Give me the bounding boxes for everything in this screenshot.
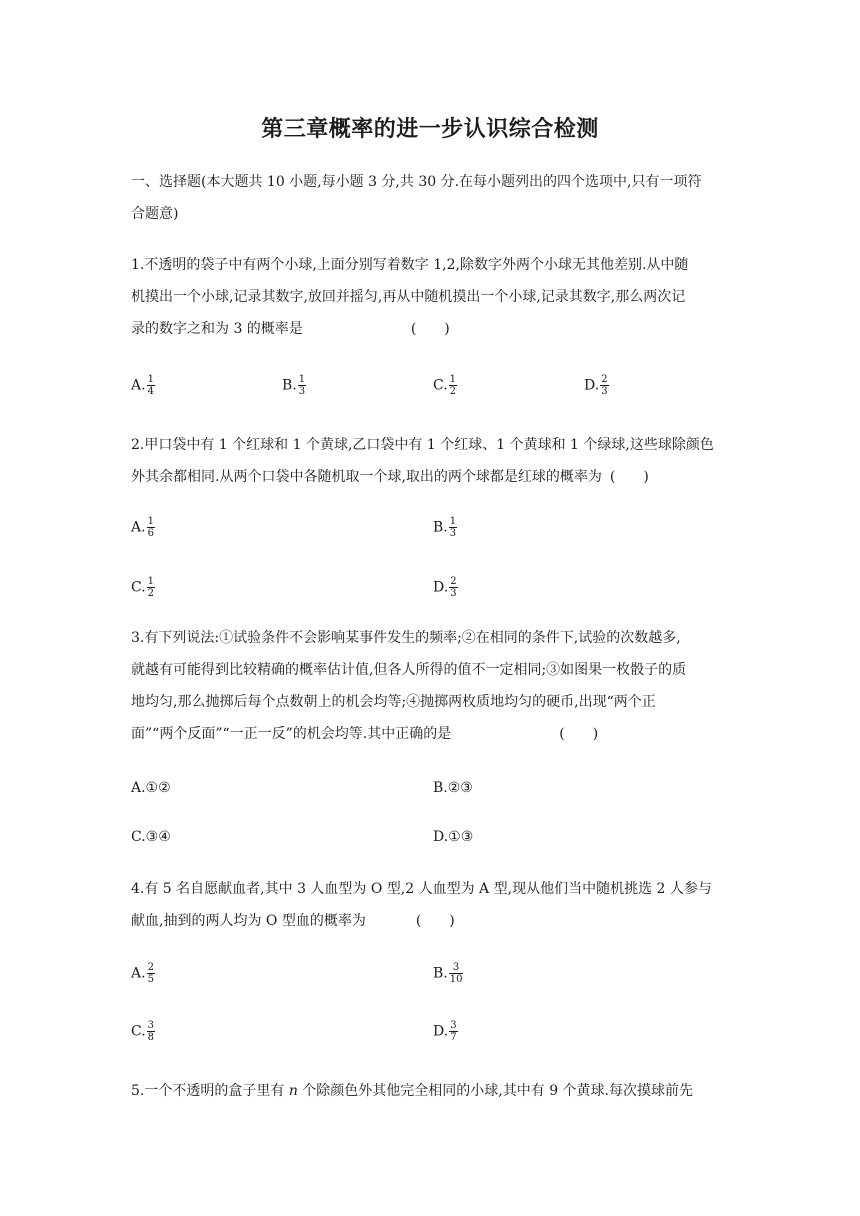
fraction-numerator: 1 — [298, 374, 306, 385]
option-letter: C. — [131, 579, 146, 596]
fraction-numerator: 2 — [601, 374, 608, 385]
option-letter: C. — [131, 1023, 146, 1040]
fraction — [600, 374, 608, 397]
fraction-numerator: 1 — [147, 516, 154, 527]
fraction-numerator: 3 — [450, 1020, 457, 1031]
question-1-line2: 机摸出一个小球,记录其数字,放回并摇匀,再从中随机摸出一个小球,记录其数字,那么两次记 — [131, 289, 686, 305]
fraction-denominator: 3 — [449, 528, 457, 539]
fraction-denominator: 10 — [449, 974, 463, 985]
fraction-denominator: 3 — [450, 588, 457, 599]
fraction-numerator: 1 — [449, 374, 457, 385]
option-letter: B. — [433, 519, 448, 536]
question-1-line1: 1.不透明的袋子中有两个小球,上面分别写着数字 1,2,除数字外两个小球无其他差别.从中随 — [131, 257, 689, 273]
question-3-line3: 地均匀,那么抛掷后每个点数朝上的机会均等;④抛掷两枚质地均匀的硬币,出现“两个正 — [131, 694, 656, 710]
option-letter: A. — [131, 965, 146, 982]
fraction-numerator: 1 — [449, 516, 457, 527]
fraction-numerator: 1 — [147, 576, 155, 587]
answer-blank: ( ) — [559, 726, 599, 742]
fraction-denominator: 5 — [147, 974, 154, 985]
answer-blank: ( ) — [410, 321, 450, 337]
option-a — [131, 516, 155, 539]
fraction-numerator: 1 — [147, 374, 154, 385]
option-letter: C. — [433, 377, 448, 394]
option-letter: D. — [433, 1023, 449, 1040]
question-3-line2: 就越有可能得到比较精确的概率估计值,但各人所得的值不一定相同;③如图果一枚骰子的质 — [131, 662, 687, 678]
fraction — [449, 962, 464, 985]
fraction — [449, 576, 457, 599]
option-d — [433, 1020, 458, 1043]
question-2-line2: 外其余都相同.从两个口袋中各随机取一个球,取出的两个球都是红球的概率为 — [131, 469, 602, 485]
fraction-denominator: 2 — [449, 386, 457, 397]
question-4-line2: 献血,抽到的两人均为 O 型血的概率为 — [131, 913, 366, 929]
option-d — [584, 374, 609, 397]
option-letter: D. — [584, 377, 600, 394]
answer-blank: ( ) — [415, 913, 455, 929]
section-header-line1: 一、选择题(本大题共 10 小题,每小题 3 分,共 30 分.在每小题列出的四个选项中,只有一项符 — [131, 174, 702, 190]
question-3-line4: 面”“两个反面”“一正一反”的机会均等.其中正确的是 — [131, 726, 452, 742]
fraction-numerator: 3 — [449, 962, 464, 974]
question-5-stem — [131, 1075, 735, 1107]
page-title: 第三章概率的进一步认识综合检测 — [261, 116, 599, 142]
fraction-denominator: 3 — [298, 386, 306, 397]
option-a: A.①② — [131, 780, 171, 796]
option-b — [282, 374, 306, 397]
question-1-stem — [131, 249, 735, 345]
fraction-denominator: 6 — [147, 528, 154, 539]
fraction-denominator: 8 — [147, 1032, 155, 1043]
fraction — [147, 1020, 155, 1043]
option-a — [131, 962, 155, 985]
fraction — [298, 374, 306, 397]
section-header-line2: 合题意) — [131, 206, 179, 222]
option-letter: B. — [282, 377, 297, 394]
fraction — [147, 374, 155, 397]
question-3-stem — [131, 622, 735, 750]
fraction — [449, 374, 457, 397]
question-2-line1: 2.甲口袋中有 1 个红球和 1 个黄球,乙口袋中有 1 个红球、1 个黄球和 1 个绿球,这些球除颜色 — [131, 437, 714, 453]
answer-blank: ( ) — [609, 469, 649, 485]
option-c: C.③④ — [131, 829, 171, 845]
fraction-numerator: 2 — [147, 962, 154, 973]
question-2-stem — [131, 429, 735, 493]
fraction-denominator: 2 — [147, 588, 155, 599]
option-letter: A. — [131, 377, 146, 394]
option-letter: A. — [131, 519, 146, 536]
question-3-line1: 3.有下列说法:①试验条件不会影响某事件发生的频率;②在相同的条件下,试验的次数越多, — [131, 630, 681, 646]
question-5-pre: 5.一个不透明的盒子里有 — [131, 1083, 289, 1099]
option-c — [131, 1020, 155, 1043]
fraction-denominator: 3 — [601, 386, 608, 397]
option-b — [433, 962, 463, 985]
fraction — [147, 576, 155, 599]
option-letter: B. — [433, 965, 448, 982]
question-4-line1: 4.有 5 名自愿献血者,其中 3 人血型为 O 型,2 人血型为 A 型,现从他们当中随机挑选 2 人参与 — [131, 881, 712, 897]
fraction — [147, 962, 155, 985]
section-header — [131, 166, 735, 230]
option-c — [433, 374, 457, 397]
option-letter: D. — [433, 579, 449, 596]
fraction-denominator: 7 — [450, 1032, 457, 1043]
question-4-stem — [131, 873, 735, 937]
fraction-numerator: 3 — [147, 1020, 155, 1031]
option-b: B.②③ — [433, 780, 473, 796]
fraction-numerator: 2 — [450, 576, 457, 587]
question-1-line3: 录的数字之和为 3 的概率是 — [131, 321, 303, 337]
fraction — [147, 516, 155, 539]
option-d — [433, 576, 458, 599]
fraction-denominator: 4 — [147, 386, 154, 397]
option-d: D.①③ — [433, 829, 474, 845]
fraction — [449, 1020, 457, 1043]
variable-n: n — [288, 1083, 298, 1099]
option-a — [131, 374, 155, 397]
fraction — [449, 516, 457, 539]
option-b — [433, 516, 457, 539]
question-5-post: 个除颜色外其他完全相同的小球,其中有 9 个黄球.每次摸球前先 — [297, 1083, 694, 1099]
option-c — [131, 576, 155, 599]
